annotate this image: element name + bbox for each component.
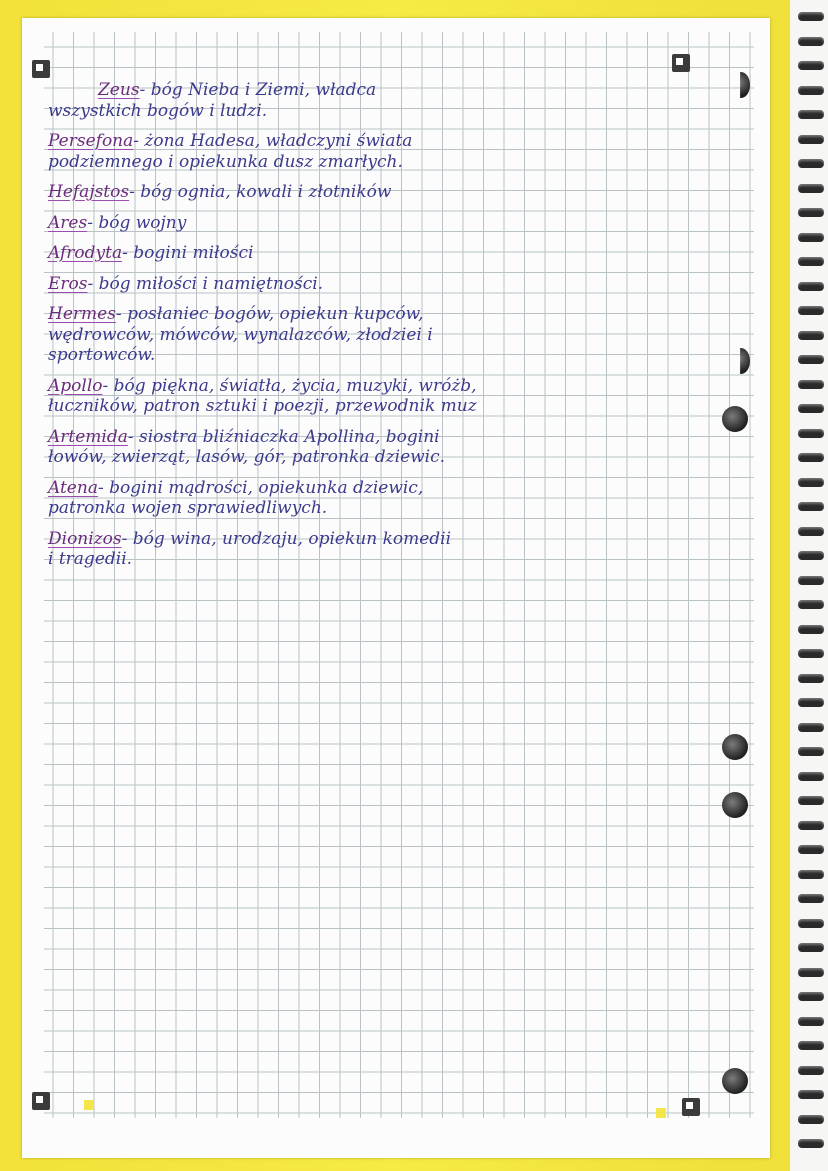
spiral-coil-icon [798, 968, 824, 977]
term-label: Hermes [48, 304, 116, 324]
spiral-coil-icon [798, 355, 824, 364]
spiral-coil-icon [798, 723, 824, 732]
note-entry-hermes [48, 304, 748, 366]
term-label: Apollo [48, 375, 103, 396]
note-text: sportowców. [48, 345, 156, 365]
note-entry-artemida [48, 427, 748, 468]
spiral-coil-icon [798, 796, 824, 805]
spiral-coil-icon [798, 12, 824, 21]
spiral-coil-icon [798, 1115, 824, 1124]
note-entry-afrodyta [48, 243, 748, 264]
note-entry-ares [48, 213, 748, 234]
spiral-coil-icon [798, 429, 824, 438]
page-bottom-margin [22, 1118, 770, 1158]
note-text: - posłaniec bogów, opiekun kupców, [115, 304, 424, 324]
spiral-coil-icon [798, 870, 824, 879]
spiral-coil-icon [798, 208, 824, 217]
term-label: Atena [48, 477, 98, 498]
term-label: Ares [48, 212, 88, 233]
spiral-coil-icon [798, 331, 824, 340]
binder-hole-icon [722, 792, 748, 818]
note-text: - bóg miłości i namiętności. [87, 273, 324, 294]
note-entry-atena [48, 478, 748, 519]
spiral-coil-icon [798, 257, 824, 266]
spiral-coil-icon [798, 502, 824, 511]
spiral-coil-icon [798, 380, 824, 389]
handwritten-notes [48, 80, 748, 580]
term-label: Dionizos [48, 528, 122, 549]
term-label: Hefajstos [48, 182, 130, 202]
spiral-coil-icon [798, 1017, 824, 1026]
note-text: - żona Hadesa, władczyni świata [133, 131, 413, 151]
spiral-coil-icon [798, 1090, 824, 1099]
spiral-coil-icon [798, 159, 824, 168]
spiral-coil-icon [798, 478, 824, 487]
term-label: Afrodyta [48, 243, 123, 263]
page-top-margin [22, 18, 770, 32]
note-entry-zeus [48, 80, 748, 121]
spiral-coil-icon [798, 37, 824, 46]
spiral-coil-icon [798, 110, 824, 119]
spiral-coil-icon [798, 1139, 824, 1148]
spiral-coil-icon [798, 135, 824, 144]
note-text: - bóg piękna, światła, życia, muzyki, wróżb, [102, 375, 477, 396]
note-text: wędrowców, mówców, wynalazców, złodziei i [48, 324, 433, 345]
spiral-coil-icon [798, 698, 824, 707]
note-text: - bóg ognia, kowali i złotników [129, 182, 392, 202]
note-entry-apollo [48, 376, 748, 417]
spiral-coil-icon [798, 306, 824, 315]
note-text: łowów, zwierząt, lasów, gór, patronka dziewic. [48, 447, 446, 467]
spiral-coil-icon [798, 86, 824, 95]
corner-mark-icon [672, 54, 690, 72]
spiral-coil-icon [798, 282, 824, 291]
spiral-coil-icon [798, 894, 824, 903]
spiral-coil-icon [798, 845, 824, 854]
spiral-coil-icon [798, 821, 824, 830]
term-label: Zeus [98, 80, 140, 100]
binder-hole-icon [722, 734, 748, 760]
note-text: i tragedii. [48, 549, 133, 569]
spiral-coil-icon [798, 943, 824, 952]
page-right-margin [754, 18, 770, 1158]
page-left-margin [22, 18, 44, 1158]
spiral-coil-icon [798, 772, 824, 781]
spiral-coil-icon [798, 184, 824, 193]
spiral-coil-icon [798, 576, 824, 585]
spiral-coil-icon [798, 233, 824, 242]
spiral-coil-icon [798, 747, 824, 756]
note-text: podziemnego i opiekunka dusz zmarłych. [48, 151, 403, 172]
spiral-coil-icon [798, 1041, 824, 1050]
note-text: wszystkich bogów i ludzi. [48, 100, 268, 121]
note-text: - bóg wina, urodzaju, opiekun komedii [121, 528, 452, 549]
spiral-coil-icon [798, 919, 824, 928]
term-label: Persefona [48, 131, 134, 151]
note-entry-eros [48, 274, 748, 295]
spiral-coil-icon [798, 1066, 824, 1075]
note-text: patronka wojen sprawiedliwych. [48, 498, 328, 518]
note-text: łuczników, patron sztuki i poezji, przewodnik muz [48, 396, 477, 416]
spiral-coil-icon [798, 61, 824, 70]
binder-hole-icon [722, 1068, 748, 1094]
spiral-coil-icon [798, 600, 824, 609]
note-text: - bogini mądrości, opiekunka dziewic, [97, 477, 424, 498]
spiral-coil-icon [798, 649, 824, 658]
corner-mark-icon [32, 60, 50, 78]
note-entry-persefona [48, 131, 748, 172]
spiral-coil-icon [798, 527, 824, 536]
corner-square-icon [84, 1100, 94, 1110]
note-entry-dionizos [48, 529, 748, 570]
note-text: - bóg wojny [87, 212, 187, 233]
spiral-binding [790, 0, 828, 1171]
note-text: - siostra bliźniaczka Apollina, bogini [127, 426, 440, 447]
term-label: Artemida [48, 426, 128, 447]
note-entry-hefajstos [48, 182, 748, 203]
corner-square-icon [656, 1108, 666, 1118]
spiral-coil-icon [798, 404, 824, 413]
spiral-coil-icon [798, 625, 824, 634]
note-text: - bogini miłości [122, 243, 254, 263]
spiral-coil-icon [798, 551, 824, 560]
spiral-coil-icon [798, 992, 824, 1001]
term-label: Eros [48, 273, 88, 294]
spiral-coil-icon [798, 453, 824, 462]
corner-mark-icon [682, 1098, 700, 1116]
note-text: - bóg Nieba i Ziemi, władca [139, 80, 377, 100]
spiral-coil-icon [798, 674, 824, 683]
corner-mark-icon [32, 1092, 50, 1110]
